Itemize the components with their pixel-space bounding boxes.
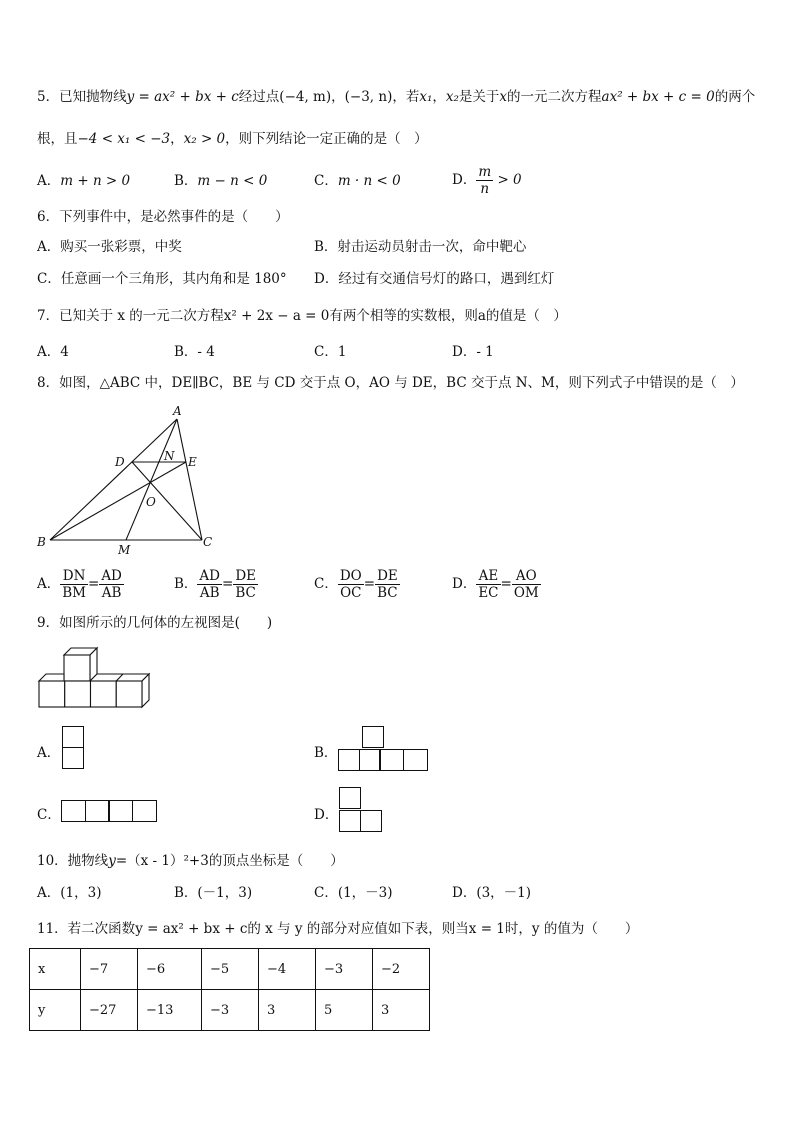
q10-y: y xyxy=(108,853,116,869)
q7-option-c[interactable]: C．1 xyxy=(314,344,347,360)
q5-option-d[interactable] xyxy=(452,164,522,197)
label-m: M xyxy=(118,543,131,557)
q11-text: 时，y 的值为（ ） xyxy=(504,921,639,937)
option-label: B． xyxy=(174,173,198,189)
table-cell: −3 xyxy=(316,949,373,990)
option-label: D． xyxy=(452,576,477,592)
view-square xyxy=(62,747,84,769)
q9-option-c-view xyxy=(62,801,157,822)
label-o: O xyxy=(146,495,156,509)
view-square xyxy=(360,810,382,832)
option-label: B． xyxy=(174,576,198,592)
option-label: A． xyxy=(37,576,61,592)
table-cell: −7 xyxy=(81,949,138,990)
q9-option-b[interactable] xyxy=(314,744,337,762)
fraction-numerator: DN xyxy=(60,568,88,585)
table-row xyxy=(30,949,430,990)
fraction-denominator: OC xyxy=(340,585,362,601)
table-cell: −27 xyxy=(81,990,138,1031)
q5-text: ，则下列结论一定正确的是（ ） xyxy=(225,131,428,147)
q9-option-b-top xyxy=(363,727,384,748)
q7-stem xyxy=(37,307,567,325)
q6-option-a[interactable]: A．购买一张彩票，中奖 xyxy=(37,239,182,255)
q11-x-value: x = 1 xyxy=(468,921,505,937)
q5-option-a[interactable] xyxy=(37,172,130,190)
label-c: C xyxy=(203,535,213,549)
table-cell: −4 xyxy=(259,949,316,990)
q10-option-d[interactable]: D．(3，－1) xyxy=(452,885,532,901)
label-e: E xyxy=(188,455,197,469)
q5-x2: x₂ xyxy=(445,89,459,105)
q9-option-d[interactable] xyxy=(314,806,338,824)
q8-stem: 8．如图，△ABC 中，DE∥BC，BE 与 CD 交于点 O，AO 与 DE，BC 交于点 N、M，则下列式子中错误的是（ ） xyxy=(37,375,744,391)
view-square xyxy=(403,749,428,771)
q5-point2: (−3, n) xyxy=(344,89,393,105)
q5-cond1: −4 < x₁ < −3 xyxy=(77,131,171,147)
q10-option-b[interactable]: B．(－1，3) xyxy=(174,885,253,901)
q5-text: 的一元二次方程 xyxy=(507,89,602,105)
table-cell: −6 xyxy=(138,949,202,990)
option-text: m · n < 0 xyxy=(337,173,401,189)
q7-option-a[interactable]: A．4 xyxy=(37,344,69,360)
q5-text: 的两个 xyxy=(714,89,756,105)
fraction-denominator: BC xyxy=(377,585,398,601)
option-fraction xyxy=(476,164,493,197)
q9-cube-solid-figure xyxy=(36,644,156,712)
view-square xyxy=(108,800,133,822)
q7-text: 7．已知关于 x 的一元二次方程 xyxy=(37,308,224,324)
option-label: D． xyxy=(314,807,339,823)
fraction xyxy=(233,568,258,601)
q5-sep: ， xyxy=(432,89,446,105)
option-text: m − n < 0 xyxy=(197,173,268,189)
fraction xyxy=(99,568,124,601)
table-cell: 3 xyxy=(259,990,316,1031)
view-square xyxy=(85,800,110,822)
fraction-numerator: DE xyxy=(235,568,256,584)
q5-point1: (−4, m) xyxy=(279,89,332,105)
option-text: > 0 xyxy=(497,172,522,188)
q5-line2 xyxy=(37,130,428,148)
view-square xyxy=(62,726,84,748)
fraction-numerator: AD xyxy=(199,568,220,584)
view-square xyxy=(339,787,361,809)
q5-line1 xyxy=(37,88,755,106)
q5-sep: ， xyxy=(170,131,184,147)
fraction-numerator: AD xyxy=(101,568,122,584)
q5-cond2: x₂ > 0 xyxy=(183,131,226,147)
view-square xyxy=(61,800,86,822)
view-square xyxy=(359,749,381,771)
table-cell: −2 xyxy=(373,949,430,990)
segment-be xyxy=(50,462,186,540)
table-cell: x xyxy=(30,949,81,990)
option-label: A． xyxy=(37,173,61,189)
q6-option-b[interactable]: B．射击运动员射击一次，命中靶心 xyxy=(314,239,527,255)
table-cell: 3 xyxy=(373,990,430,1031)
q5-text: 是关于 xyxy=(458,89,500,105)
segment-am xyxy=(126,419,177,540)
option-label: C． xyxy=(37,807,61,823)
fraction xyxy=(60,568,88,601)
q10-text: 的顶点坐标是（ ） xyxy=(208,853,344,869)
label-a: A xyxy=(173,404,182,418)
q7-text: 有两个相等的实数根，则a的值是（ ） xyxy=(329,308,567,324)
q5-equation: ax² + bx + c = 0 xyxy=(601,89,715,105)
q8-option-d[interactable] xyxy=(452,568,541,601)
option-label: C． xyxy=(314,576,338,592)
fraction-denominator: BM xyxy=(62,585,86,601)
fraction-numerator: m xyxy=(478,164,492,180)
q9-option-d-top xyxy=(340,788,361,809)
q5-text: 根，且 xyxy=(37,131,78,147)
fraction xyxy=(512,568,541,601)
q5-parabola-eq: y = ax² + bx + c xyxy=(126,89,239,105)
q8-triangle-figure xyxy=(30,400,220,560)
q11-text: 的 x 与 y 的部分对应值如下表，则当 xyxy=(247,921,469,937)
q6-option-c[interactable]: C．任意画一个三角形，其内角和是 180° xyxy=(37,271,287,287)
fraction-denominator: EC xyxy=(478,585,499,601)
q9-option-a[interactable] xyxy=(37,744,60,762)
segment-ab xyxy=(50,419,177,540)
equals: = xyxy=(88,576,100,592)
q7-option-d[interactable]: D．- 1 xyxy=(452,344,494,360)
q11-stem xyxy=(37,920,638,938)
q11-text: 11．若二次函数 xyxy=(37,921,136,937)
label-b: B xyxy=(37,535,46,549)
q10-option-a[interactable]: A．(1，3) xyxy=(37,885,102,901)
q8-option-a[interactable] xyxy=(37,568,124,601)
q5-text: 5．已知抛物线 xyxy=(37,89,127,105)
segment-ac xyxy=(177,419,202,540)
q10-option-c[interactable]: C．(1，－3) xyxy=(314,885,393,901)
q8-option-c[interactable] xyxy=(314,568,400,601)
q9-stem: 9．如图所示的几何体的左视图是( ) xyxy=(37,615,273,631)
label-d: D xyxy=(115,455,125,469)
fraction-denominator: BC xyxy=(235,585,256,601)
q5-sep: ， xyxy=(331,89,345,105)
fraction-numerator: AE xyxy=(476,568,500,585)
option-text: m + n > 0 xyxy=(60,173,131,189)
fraction xyxy=(338,568,364,601)
view-square xyxy=(132,800,157,822)
fraction-denominator: AB xyxy=(101,585,122,601)
option-label: A． xyxy=(37,745,61,761)
q7-option-b[interactable]: B．- 4 xyxy=(174,344,215,360)
view-square xyxy=(339,810,361,832)
option-label: B． xyxy=(314,745,338,761)
fraction-numerator: AO xyxy=(512,568,541,585)
table-cell: −3 xyxy=(202,990,259,1031)
option-label: C． xyxy=(314,173,338,189)
equals: = xyxy=(500,576,512,592)
q6-stem: 6．下列事件中，是必然事件的是（ ） xyxy=(37,209,289,225)
table-cell: −13 xyxy=(138,990,202,1031)
q9-option-c[interactable] xyxy=(37,806,61,824)
table-cell: y xyxy=(30,990,81,1031)
q10-equation: =（x - 1）²+3 xyxy=(115,853,209,869)
fraction xyxy=(197,568,222,601)
equals: = xyxy=(222,576,234,592)
label-n: N xyxy=(164,449,175,463)
q9-option-d-bottom xyxy=(340,811,382,832)
fraction-denominator: n xyxy=(480,181,490,197)
table-cell: −5 xyxy=(202,949,259,990)
q5-option-b[interactable] xyxy=(174,172,267,190)
q5-option-c[interactable] xyxy=(314,172,401,190)
table-cell: 5 xyxy=(316,990,373,1031)
q11-value-table xyxy=(29,948,430,1031)
q8-option-b[interactable] xyxy=(174,568,258,601)
q6-option-d[interactable]: D．经过有交通信号灯的路口，遇到红灯 xyxy=(314,271,555,287)
fraction-numerator: DE xyxy=(377,568,398,584)
fraction-numerator: DO xyxy=(339,568,362,584)
view-square xyxy=(379,749,404,771)
view-square xyxy=(338,749,360,771)
q10-stem xyxy=(37,852,344,870)
q11-equation: y = ax² + bx + c xyxy=(135,921,248,937)
q7-equation: x² + 2x − a = 0 xyxy=(223,308,330,324)
fraction xyxy=(375,568,400,601)
option-label: D． xyxy=(452,172,477,188)
q5-x: x xyxy=(499,89,508,105)
q10-text: 10．抛物线 xyxy=(37,853,109,869)
q5-x1: x₁ xyxy=(419,89,433,105)
fraction-denominator: AB xyxy=(199,585,220,601)
equals: = xyxy=(363,576,376,592)
q9-option-b-bottom xyxy=(339,750,428,771)
q5-text: 经过点 xyxy=(238,89,280,105)
view-square xyxy=(362,726,384,748)
table-row xyxy=(30,990,430,1031)
fraction-denominator: OM xyxy=(513,585,539,601)
q9-option-a-view xyxy=(63,727,84,769)
q5-text: ，若 xyxy=(392,89,420,105)
fraction xyxy=(476,568,500,601)
